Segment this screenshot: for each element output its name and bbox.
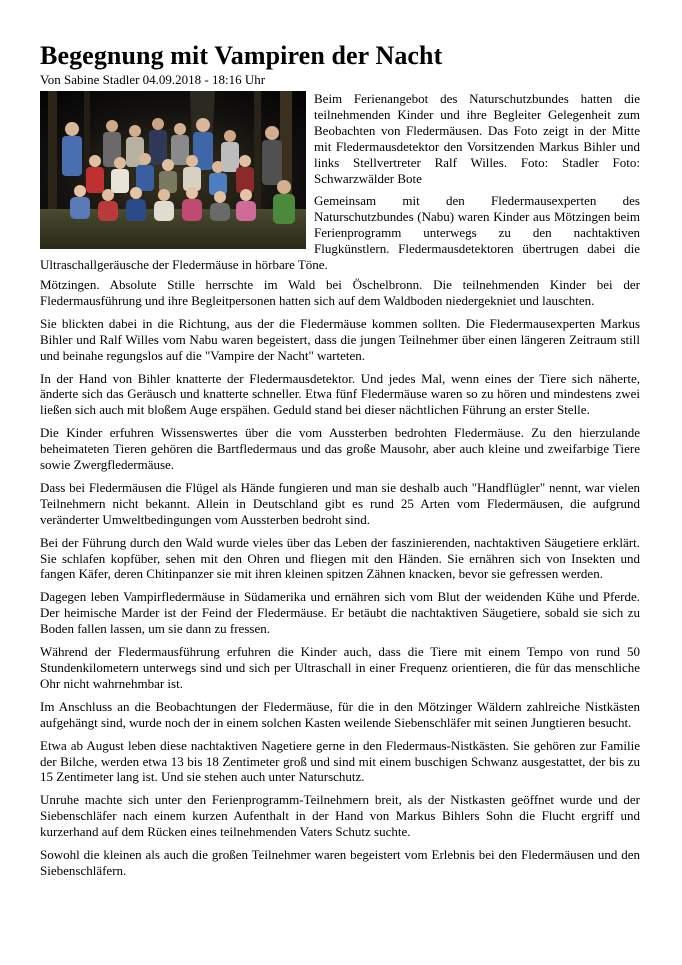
article-paragraph: Sie blickten dabei in die Richtung, aus der die Fledermäuse kommen sollten. Die Fledermausexperten Markus Bihler und Ralf Willes vom Nabu waren begeistert, dass die jungen Teilnehmer über einen längeren Zeitraum still und beinahe regungslos auf die "Vampire der Nacht" warteten. <box>40 315 640 363</box>
photo-caption: Beim Ferienangebot des Naturschutzbundes hatten die teilnehmenden Kinder und ihre Begleiter Gelegenheit zum Beobachten von Fledermäusen. Das Foto zeigt in der Mitte mit Fledermausdetektor den Vorsitzenden Markus Bihler und links Stellvertreter Ralf Willes. Foto: Stadler Foto: Schwarzwälder Bote <box>314 91 640 186</box>
article-paragraph: Im Anschluss an die Beobachtungen der Fledermäuse, für die in den Mötzinger Wäldern zahlreiche Nistkästen aufgehängt sind, wurde noch der in einem solchen Kasten weilende Siebenschläfer mit seinen Jungtieren besucht. <box>40 698 640 730</box>
article-paragraph: Dagegen leben Vampirfledermäuse in Südamerika und ernähren sich vom Blut der weidenden Kühe und Pferde. Der heimische Marder ist der Feind der Fledermäuse. Er betäubt die nachtaktiven Säugetiere, sobald sie sich zu Boden fallen lassen, um sie dann zu fressen. <box>40 589 640 637</box>
article-paragraph: Die Kinder erfuhren Wissenswertes über die vom Aussterben bedrohten Fledermäuse. Zu den hierzulande beheimateten Tieren gehören die Bartfledermaus und das große Mausohr, aber auch kleine und zweifarbige Tiere sowie Zwergfledermäuse. <box>40 425 640 473</box>
article-paragraph: Mötzingen. Absolute Stille herrschte im Wald bei Öschelbronn. Die teilnehmenden Kinder bei der Fledermausführung und ihre Begleitpersonen hatten sich auf dem Waldboden niedergekniet und lauschten. <box>40 276 640 308</box>
article-paragraph: Etwa ab August leben diese nachtaktiven Nagetiere gerne in den Fledermaus-Nistkästen. Sie gehören zur Familie der Bilche, werden etwa 13 bis 18 Zentimeter groß und sind mit einem buschigen Schwanz ausgestattet, der bis zu 15 Zentimeter lang ist. Und sie stehen auch unter Naturschutz. <box>40 737 640 785</box>
article-title: Begegnung mit Vampiren der Nacht <box>40 41 443 70</box>
article-paragraph: Sowohl die kleinen als auch die großen Teilnehmer waren begeistert vom Erlebnis bei den Fledermäusen und den Siebenschläfern. <box>40 847 640 878</box>
article-paragraph: Gemeinsam mit den Fledermausexperten des Naturschutzbundes (Nabu) waren Kinder aus Mötzingen beim Ferienprogramm unterwegs zu den nachtaktiven Flugkünstlern. Fledermausdetektoren übertrugen dabei die Ultraschallgeräusche der Fledermäuse in hörbare Töne. <box>40 193 640 273</box>
article-paragraph: In der Hand von Bihler knatterte der Fledermausdetektor. Und jedes Mal, wenn eines der Tiere sich näherte, änderte sich das Geräusch und knatterte schneller. Etwa fünf Fledermäuse waren so zu hören und mindestens zwei ließen sich auch mit bloßem Auge erspähen. Geduld stand bei dieser nächtlichen Führung an erster Stelle. <box>40 370 640 418</box>
article-byline: Von Sabine Stadler 04.09.2018 - 18:16 Uhr <box>40 72 266 87</box>
article <box>40 40 640 886</box>
article-paragraph: Dass bei Fledermäusen die Flügel als Hände fungieren und man sie deshalb auch "Handflügler" nennt, war vielen Teilnehmern nicht bekannt. Allein in Deutschland gibt es rund 25 Arten vom Fledermäusen, die aufgrund veränderter Umweltbedingungen vom Aussterben bedroht sind. <box>40 479 640 527</box>
article-paragraph: Während der Fledermausführung erfuhren die Kinder auch, dass die Tiere mit einem Tempo von rund 50 Stundenkilometern unterwegs sind und sich per Ultraschall in einer Frequenz orientieren, die für das menschliche Ohr nicht wahrnehmbar ist. <box>40 644 640 691</box>
article-paragraph: Bei der Führung durch den Wald wurde vieles über das Leben der faszinierenden, nachtaktiven Säugetiere erklärt. Sie schlafen kopfüber, sehen mit den Ohren und fliegen mit den Händen. Sie ernähren sich von Insekten und fangen Käfer, deren Chitinpanzer sie mit ihren kleinen spitzen Zähnen knacken, bevor sie gefressen werden. <box>40 534 640 582</box>
article-photo <box>40 91 306 249</box>
article-paragraph: Unruhe machte sich unter den Ferienprogramm-Teilnehmern breit, als der Nistkasten geöffnet wurde und der Siebenschläfer nach einem kurzen Aufenthalt in der Hand von Markus Bihlers Sohn die Flucht ergriff und kurzerhand auf dem Rücken eines teilnehmenden Vaters Schutz suchte. <box>40 792 640 840</box>
